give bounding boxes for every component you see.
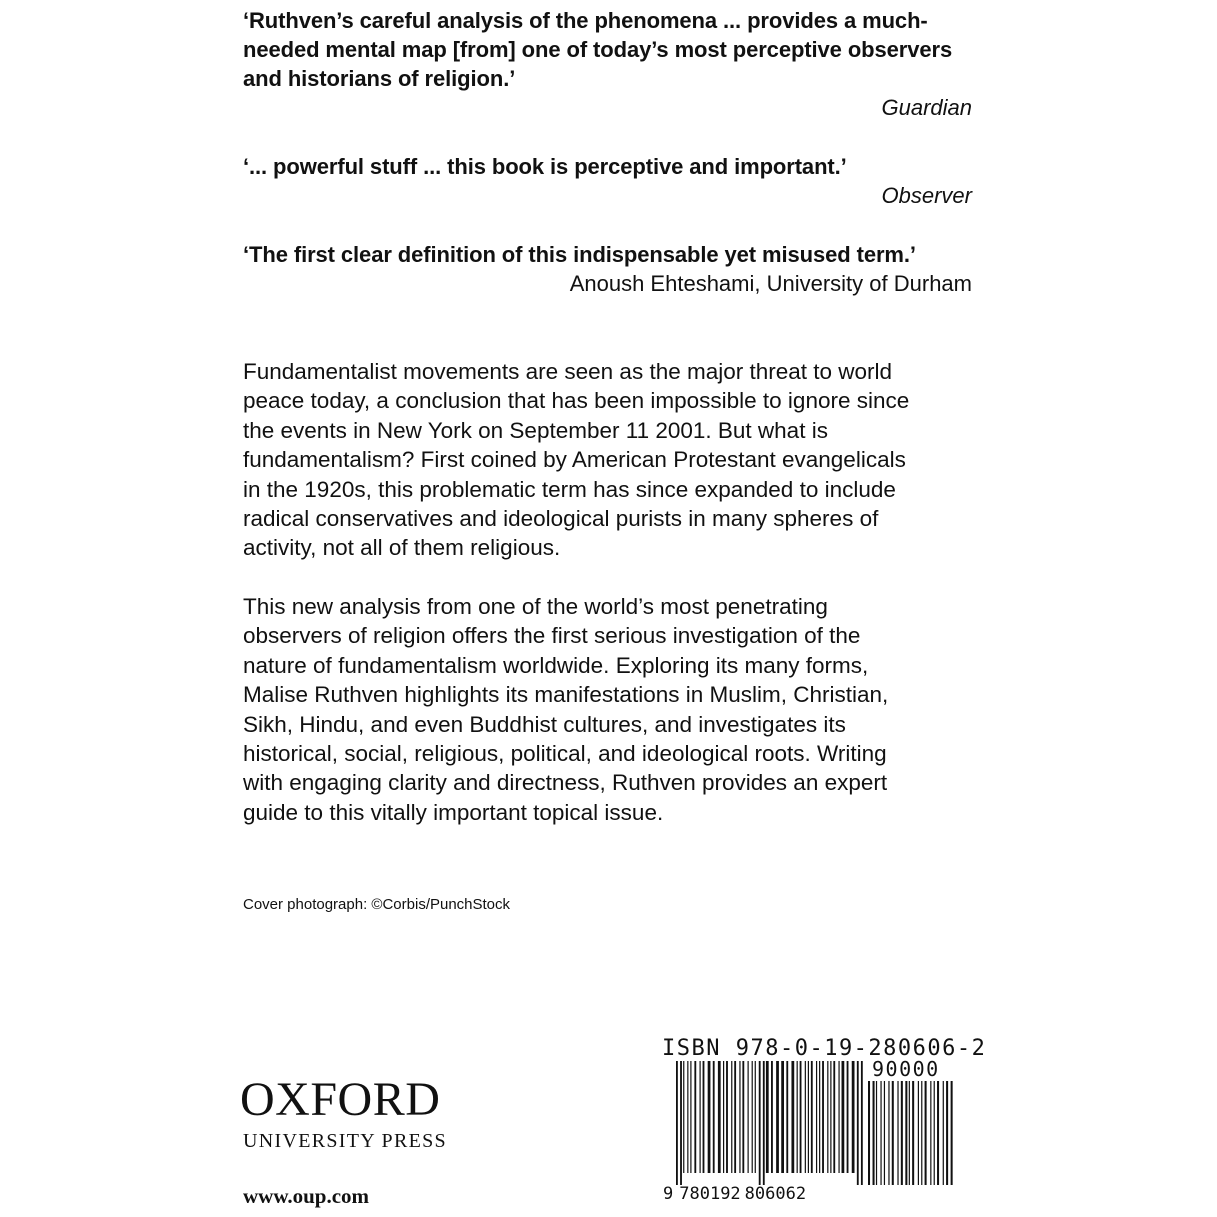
ean-first-digit: 9 [663, 1184, 674, 1204]
barcode-bar [827, 1061, 828, 1173]
isbn-label: ISBN 978-0-19-280606-2 [662, 1036, 987, 1061]
barcode-bar [808, 1061, 809, 1173]
barcode-bar [708, 1061, 711, 1173]
barcode-bar [909, 1081, 910, 1185]
quote-line: ‘... powerful stuff ... this book is perceptive and important.’ [243, 154, 847, 179]
barcode-bar [892, 1081, 894, 1185]
barcode-bar [852, 1061, 855, 1173]
ean-number [663, 1184, 806, 1204]
ean-barcode [676, 1061, 866, 1187]
paragraph-line: peace today, a conclusion that has been impossible to ignore since [243, 388, 910, 414]
barcode-bar [901, 1081, 903, 1185]
barcode-bar [876, 1081, 877, 1185]
barcode-bar [723, 1061, 724, 1173]
barcode-bar [726, 1061, 728, 1173]
quote-line: needed mental map [from] one of today’s most perceptive observers [243, 37, 953, 62]
barcode-bar [930, 1081, 931, 1185]
barcode-bar [838, 1061, 839, 1173]
barcode-bar [880, 1081, 881, 1185]
barcode-bar [791, 1061, 794, 1173]
barcode-bar [912, 1081, 914, 1185]
barcode-bar [946, 1081, 948, 1185]
description-paragraph-1 [243, 357, 978, 563]
barcode-bar [771, 1061, 773, 1173]
barcode-bar [739, 1061, 740, 1173]
barcode-bar [857, 1061, 859, 1185]
paragraph-line: activity, not all of them religious. [243, 535, 561, 561]
barcode-bar [680, 1061, 682, 1185]
barcode-bar [897, 1081, 898, 1185]
barcode-bar [805, 1061, 806, 1173]
barcode-bar [925, 1081, 927, 1185]
barcode-bar [921, 1081, 922, 1185]
barcode-bar [687, 1061, 688, 1173]
barcode-bar [742, 1061, 744, 1173]
addon-barcode [868, 1081, 956, 1187]
barcode-bar [766, 1061, 769, 1173]
quote-line: ‘The first clear definition of this indispensable yet misused term.’ [243, 242, 916, 267]
cover-photo-credit: Cover photograph: ©Corbis/PunchStock [243, 896, 511, 913]
paragraph-line: Fundamentalist movements are seen as the major threat to world [243, 359, 893, 384]
review-source-durham: Anoush Ehteshami, University of Durham [569, 271, 972, 296]
paragraph-line: nature of fundamentalism worldwide. Exploring its many forms, [243, 652, 869, 678]
quote-line: ‘Ruthven’s careful analysis of the phenomena ... provides a much- [243, 8, 928, 33]
barcode-bar [937, 1081, 939, 1185]
barcode-bar [884, 1081, 885, 1185]
paragraph-line: with engaging clarity and directness, Ruthven provides an expert [243, 770, 888, 796]
barcode-bar [776, 1061, 779, 1173]
barcode-bar [781, 1061, 784, 1173]
barcode-bar [703, 1061, 705, 1173]
barcode-bar [786, 1061, 788, 1173]
barcode-bar [951, 1081, 953, 1185]
paragraph-line: guide to this vitally important topical issue. [243, 799, 664, 825]
barcode-bar [943, 1081, 944, 1185]
barcode-bar [816, 1061, 817, 1173]
barcode-bar [694, 1061, 696, 1173]
barcode-bar [763, 1061, 765, 1185]
barcode-bar [842, 1061, 845, 1173]
barcode-bar [888, 1081, 889, 1185]
barcode-bar [833, 1061, 835, 1173]
barcode-bar [934, 1081, 935, 1185]
review-source-observer: Observer [881, 183, 972, 208]
barcode-bar [905, 1081, 907, 1185]
barcode-bar [847, 1061, 849, 1173]
barcode-bar [873, 1081, 875, 1185]
barcode-bar [748, 1061, 749, 1173]
review-source-guardian: Guardian [881, 95, 972, 120]
review-quote-durham [243, 240, 973, 269]
paragraph-line: historical, social, religious, political, and ideological roots. Writing [243, 741, 887, 767]
barcode-bar [683, 1061, 684, 1173]
barcode-bar [822, 1061, 824, 1173]
barcode-bar [819, 1061, 820, 1173]
barcode-bar [759, 1061, 761, 1185]
barcode-bar [731, 1061, 732, 1173]
ean-right-digits: 806062 [744, 1184, 807, 1204]
ean-left-digits: 780192 [679, 1184, 741, 1204]
barcode-bar [830, 1061, 831, 1173]
paragraph-line: observers of religion offers the first serious investigation of the [243, 623, 861, 649]
paragraph-line: the events in New York on September 11 2001. But what is [243, 417, 828, 443]
barcode-bar [800, 1061, 802, 1173]
barcode-bar [811, 1061, 813, 1173]
barcode-bar [755, 1061, 756, 1173]
barcode-bar [752, 1061, 753, 1173]
barcode-bar [676, 1061, 678, 1185]
quote-line: and historians of religion.’ [243, 66, 516, 91]
barcode-bar [718, 1061, 721, 1173]
barcode-bar [690, 1061, 691, 1173]
barcode-bar [700, 1061, 701, 1173]
barcode-bar [797, 1061, 798, 1173]
description-paragraph-2 [243, 592, 978, 827]
publisher-logo-subname: UNIVERSITY PRESS [243, 1130, 447, 1152]
paragraph-line: Sikh, Hindu, and even Buddhist cultures, and investigates its [243, 711, 846, 737]
barcode-bar [868, 1081, 870, 1185]
review-quote-observer [243, 152, 973, 181]
barcode-bar [713, 1061, 715, 1173]
paragraph-line: This new analysis from one of the world’s most penetrating [243, 594, 828, 619]
publisher-logo-name: OXFORD [240, 1073, 441, 1126]
paragraph-line: in the 1920s, this problematic term has since expanded to include [243, 476, 896, 502]
paragraph-line: Malise Ruthven highlights its manifestations in Muslim, Christian, [243, 682, 889, 708]
barcode-bar [734, 1061, 736, 1173]
barcode-addon-number: 90000 [872, 1057, 940, 1081]
paragraph-line: radical conservatives and ideological purists in many spheres of [243, 506, 879, 532]
review-quote-guardian [243, 6, 973, 93]
barcode-bar [861, 1061, 863, 1185]
barcode-bar [918, 1081, 919, 1185]
paragraph-line: fundamentalism? First coined by American Protestant evangelicals [243, 447, 906, 473]
publisher-url: www.oup.com [243, 1184, 370, 1208]
